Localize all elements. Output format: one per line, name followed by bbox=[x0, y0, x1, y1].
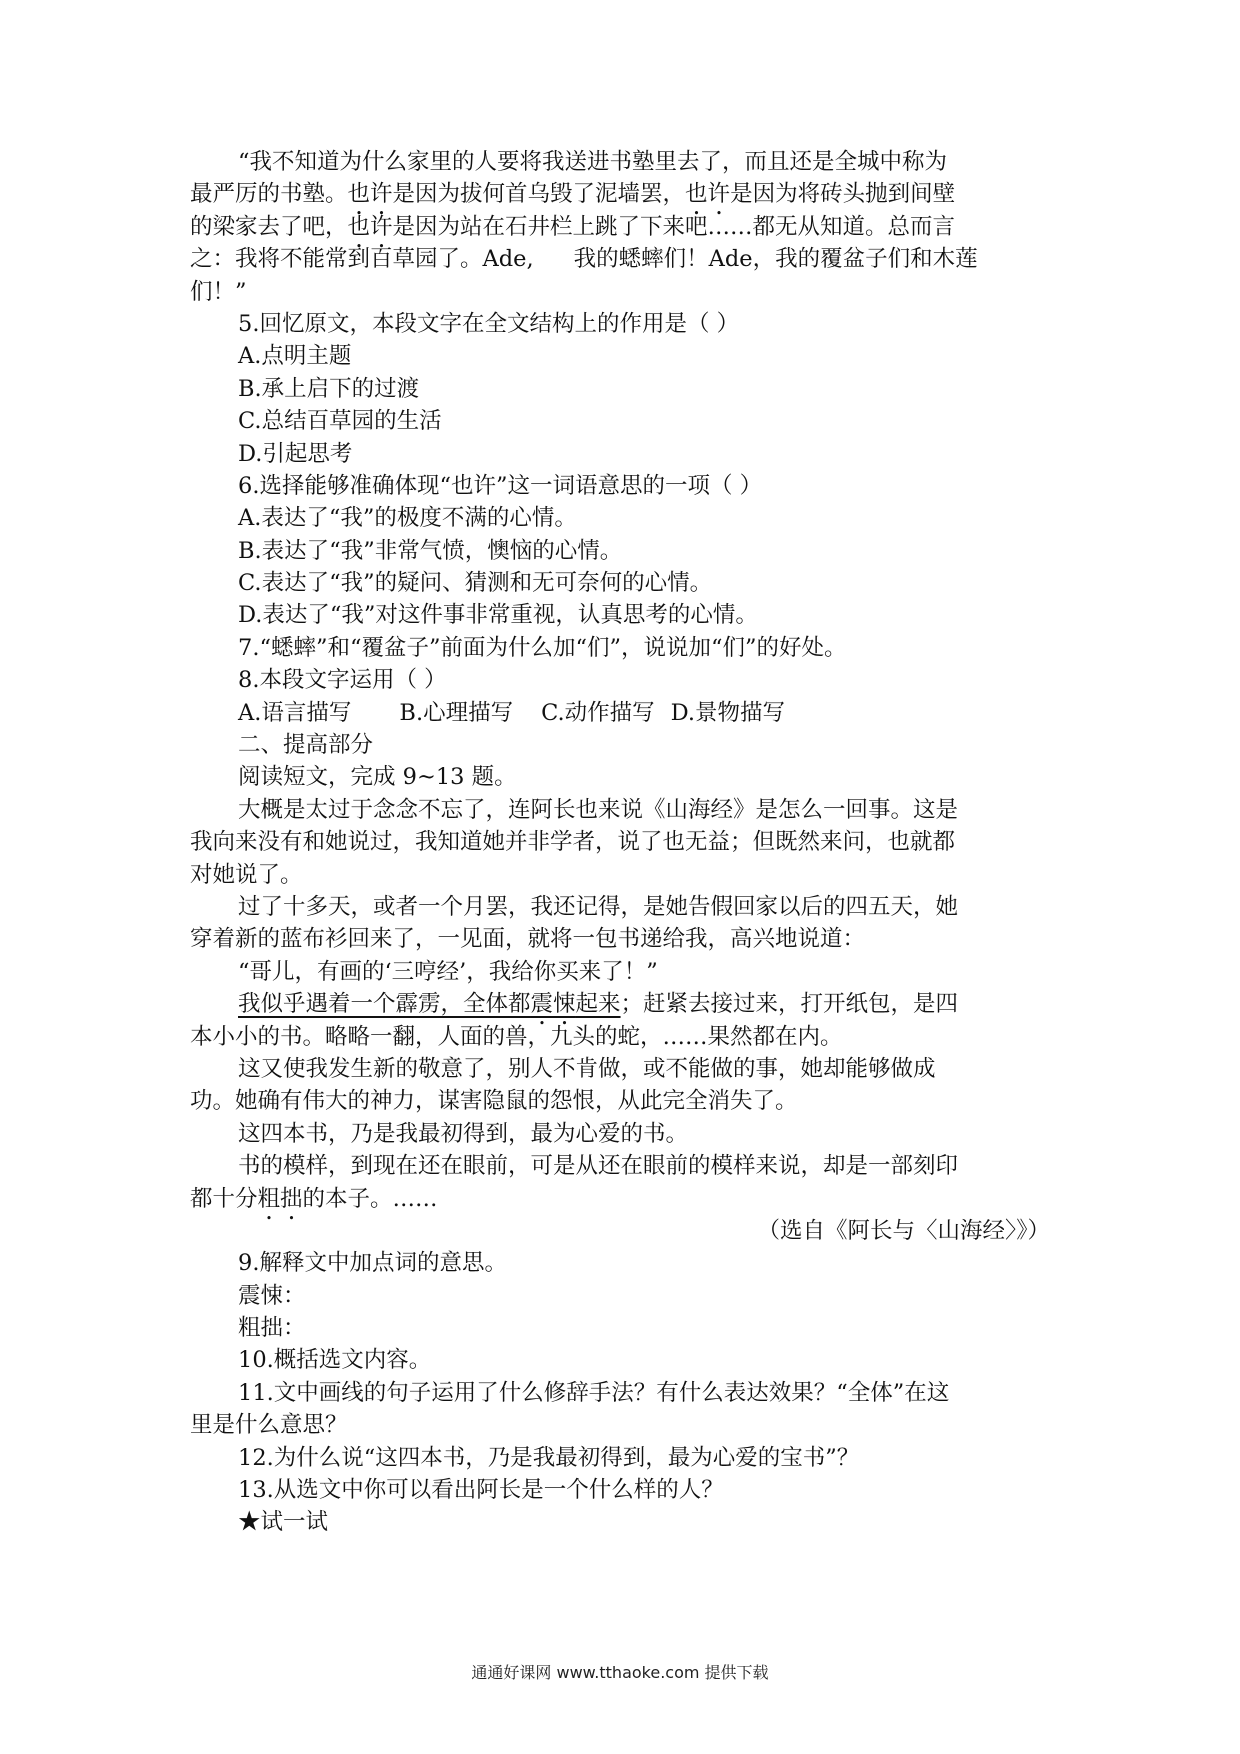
question-8: 8.本段文字运用（ ） bbox=[238, 667, 447, 694]
passage2-line: 我向来没有和她说过，我知道她并非学者，说了也无益；但既然来问，也就都 bbox=[190, 829, 956, 856]
option: D.景物描写 bbox=[670, 699, 786, 726]
option: D.表达了“我”对这件事非常重视，认真思考的心情。 bbox=[238, 602, 758, 629]
footer-text: 通通好课网 www.tthaoke.com 提供下载 bbox=[471, 1663, 769, 1682]
question-5: 5.回忆原文，本段文字在全文结构上的作用是（ ） bbox=[238, 310, 740, 337]
underlined-sentence-line: 我似乎遇着一个霹雳，全体都震悚起来；赶紧去接过来，打开纸包，是四 bbox=[238, 991, 959, 1018]
dotted-word: 也许 bbox=[347, 213, 393, 240]
question-10: 10.概括选文内容。 bbox=[238, 1347, 432, 1374]
question-11: 11.文中画线的句子运用了什么修辞手法？有什么表达效果？“全体”在这 bbox=[238, 1379, 950, 1406]
passage2-line: 过了十多天，或者一个月罢，我还记得，是她告假回家以后的四五天，她 bbox=[238, 893, 959, 920]
dotted-word: 也许 bbox=[347, 181, 393, 208]
option: D.引起思考 bbox=[238, 440, 353, 467]
dotted-word: 粗拙 bbox=[257, 1185, 303, 1212]
passage1-line: 之：我将不能常到百草园了。Ade, 我的蟋蟀们！Ade，我的覆盆子们和木莲 bbox=[190, 246, 978, 273]
passage2-line: 穿着新的蓝布衫回来了，一见面，就将一包书递给我，高兴地说道： bbox=[190, 926, 866, 953]
option: A.表达了“我”的极度不满的心情。 bbox=[238, 505, 577, 532]
question-7: 7.“蟋蟀”和“覆盆子”前面为什么加“们”，说说加“们”的好处。 bbox=[238, 634, 847, 661]
dotted-word: 也许 bbox=[685, 181, 731, 208]
source-citation: （选自《阿长与〈山海经〉》） bbox=[757, 1217, 1050, 1244]
document-body bbox=[190, 146, 1060, 1539]
option: C.总结百草园的生活 bbox=[238, 408, 442, 435]
passage1-line: 最严厉的书塾。也许是因为拔何首乌毁了泥墙罢，也许是因为将砖头抛到间壁 bbox=[190, 181, 956, 208]
question-12: 12.为什么说“这四本书，乃是我最初得到，最为心爱的宝书”？ bbox=[238, 1444, 860, 1471]
passage1-line: “我不知道为什么家里的人要将我送进书塾里去了，而且还是全城中称为 bbox=[238, 149, 948, 175]
dotted-word: 震悚 bbox=[530, 991, 576, 1018]
question-11-cont: 里是什么意思？ bbox=[190, 1412, 348, 1439]
passage1-line: 的梁家去了吧，也许是因为站在石井栏上跳了下来吧……都无从知道。总而言 bbox=[190, 213, 956, 240]
answer-label: 震悚： bbox=[238, 1282, 306, 1309]
try-it-heading: ★试一试 bbox=[238, 1509, 329, 1536]
passage2-line: 本小小的书。略略一翻，人面的兽，九头的蛇，……果然都在内。 bbox=[190, 1023, 843, 1050]
option: B.表达了“我”非常气愤，懊恼的心情。 bbox=[238, 537, 623, 564]
option: C.动作描写 bbox=[541, 699, 655, 726]
option: C.表达了“我”的疑问、猜测和无可奈何的心情。 bbox=[238, 570, 713, 597]
section-heading: 二、提高部分 bbox=[238, 732, 374, 759]
answer-label: 粗拙： bbox=[238, 1315, 306, 1342]
instruction: 阅读短文，完成 9~13 题。 bbox=[238, 764, 517, 791]
option: A.语言描写 bbox=[238, 699, 352, 726]
option: A.点明主题 bbox=[238, 343, 352, 370]
question-9: 9.解释文中加点词的意思。 bbox=[238, 1250, 507, 1277]
passage2-line: 对她说了。 bbox=[190, 861, 303, 888]
option: B.承上启下的过渡 bbox=[238, 375, 420, 402]
passage1-line: 们！” bbox=[190, 278, 247, 305]
passage2-line: 功。她确有伟大的神力，谋害隐鼠的怨恨，从此完全消失了。 bbox=[190, 1088, 798, 1115]
passage2-line: 都十分粗拙的本子。…… bbox=[190, 1185, 438, 1212]
passage2-line: “哥儿，有画的‘三哼经’，我给你买来了！” bbox=[238, 958, 658, 985]
question-6: 6.选择能够准确体现“也许”这一词语意思的一项（ ） bbox=[238, 472, 763, 499]
passage2-line: 书的模样，到现在还在眼前，可是从还在眼前的模样来说，却是一部刻印 bbox=[238, 1153, 959, 1180]
passage2-line: 这又使我发生新的敬意了，别人不肯做，或不能做的事，她却能够做成 bbox=[238, 1055, 936, 1082]
passage2-line: 大概是太过于念念不忘了，连阿长也来说《山海经》是怎么一回事。这是 bbox=[238, 796, 959, 823]
question-8-options bbox=[190, 697, 1060, 729]
option: B.心理描写 bbox=[399, 699, 514, 726]
question-13: 13.从选文中你可以看出阿长是一个什么样的人？ bbox=[238, 1477, 724, 1504]
passage2-line: 这四本书，乃是我最初得到，最为心爱的书。 bbox=[238, 1120, 689, 1147]
